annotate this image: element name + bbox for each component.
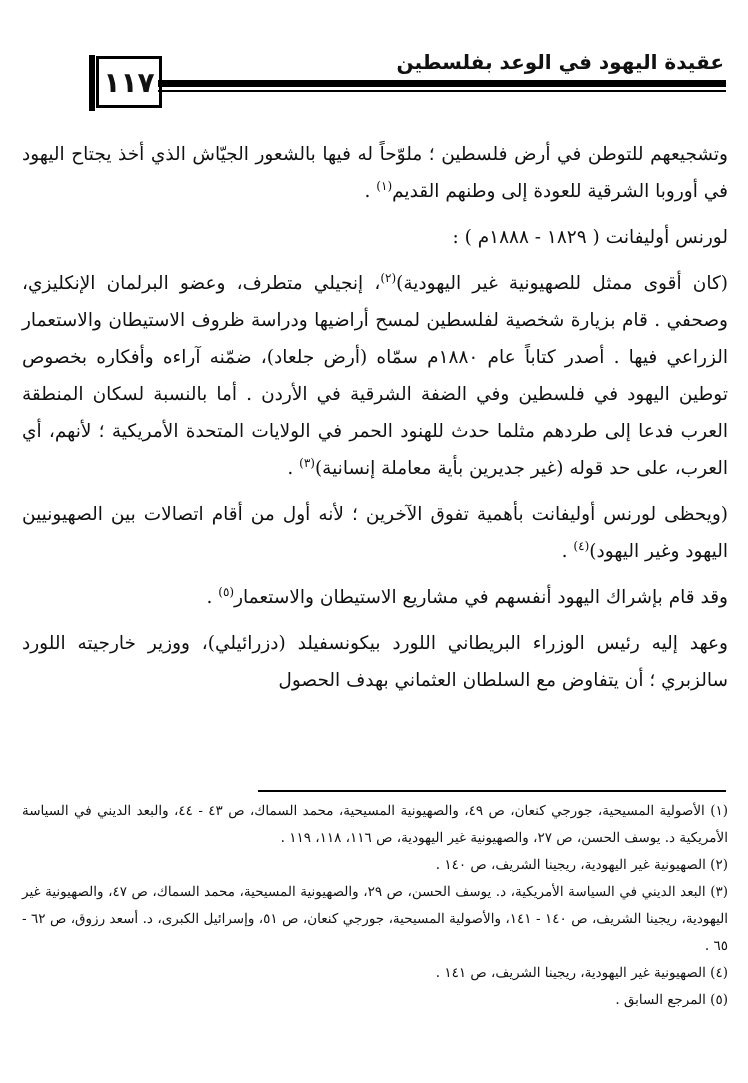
paragraph: (كان أقوى ممثل للصهيونية غير اليهودية)$^{(٢)}$، إنجيلي متطرف، وعضو البرلمان الإنكليزي، وصحفي . قام بزيارة شخصية لفلسطين لمسح أراضيها ودراسة ظروف الاستيطان والاستعمار الزراعي فيها . أصدر كتاباً عام ١٨٨٠م سمّاه (أرض جلعاد)، ضمّنه آراءه وأفكاره بخصوص توطين اليهود في فلسطين وفي الضفة الشرقية في الأردن . أما بالنسبة لسكان المنطقة العرب فدعا إلى طردهم مثلما حدث للهنود الحمر في الولايات المتحدة الأمريكية ؛ لأنهم، أي العرب، على حد قوله (غير جديرين بأية معاملة إنسانية)$^{(٣)}$ . [22, 270, 728, 479]
footnote-marker: (٤) [573, 538, 590, 553]
footnote: (٣) البعد الديني في السياسة الأمريكية، د. يوسف الحسن، ص ٢٩، والصهيونية المسيحية، محمد السماك، ص ٤٧، والصهيونية غير اليهودية، ريجينا الشريف، ص ١٤٠ - ١٤١، والأصولية المسيحية، جورجي كنعان، ص ٥١، وإسرائيل الكبرى، د. أسعد رزوق، ص ٦٢ - ٦٥ . [22, 884, 729, 954]
footnote: (٥) المرجع السابق . [615, 992, 728, 1008]
page-header [0, 0, 748, 120]
footnote: (١) الأصولية المسيحية، جورجي كنعان، ص ٤٩، والصهيونية المسيحية، محمد السماك، ص ٤٣ - ٤٤، والبعد الديني في السياسة الأمريكية د. يوسف الحسن، ص ٢٧، والصهيونية غير اليهودية، ص ١١٦، ١١٨، ١١٩ . [22, 803, 729, 846]
footnotes [22, 798, 728, 1014]
paragraph: وتشجيعهم للتوطن في أرض فلسطين ؛ ملوّحاً له فيها بالشعور الجيّاش الذي أخذ يجتاح اليهود في أوروبا الشرقية للعودة إلى وطنهم القديم$^{(١)}$ . [22, 144, 728, 202]
footnote-marker: (٣) [299, 455, 315, 470]
footnote: (٢) الصهيونية غير اليهودية، ريجينا الشريف، ص ١٤٠ . [435, 857, 728, 873]
header-rule-thin [158, 90, 726, 92]
footnote-separator [258, 790, 726, 792]
footnote-marker: (١) [376, 178, 393, 193]
header-rule-thick [158, 80, 726, 87]
section-heading: لورنس أوليفانت ( ١٨٢٩ - ١٨٨٨م ) : [452, 227, 728, 248]
body-text [22, 136, 728, 708]
running-title: عقيدة اليهود في الوعد بفلسطين [396, 50, 724, 74]
paragraph: وعهد إليه رئيس الوزراء البريطاني اللورد بيكونسفيلد (دزرائيلي)، ووزير خارجيته اللورد سالزبري ؛ أن يتفاوض مع السلطان العثماني بهدف الحصول [22, 633, 728, 691]
paragraph: (ويحظى لورنس أوليفانت بأهمية تفوق الآخرين ؛ لأنه أول من أقام اتصالات بين الصهيونيين اليهود وغير اليهود)$^{(٤)}$ . [22, 504, 728, 562]
paragraph: وقد قام بإشراك اليهود أنفسهم في مشاريع الاستيطان والاستعمار$^{(٥)}$ . [206, 584, 728, 608]
footnote-marker: (٢) [380, 270, 397, 285]
footnote-marker: (٥) [218, 584, 235, 599]
page-number: ١١٧ [96, 56, 162, 108]
footnote: (٤) الصهيونية غير اليهودية، ريجينا الشريف، ص ١٤١ . [435, 965, 728, 981]
